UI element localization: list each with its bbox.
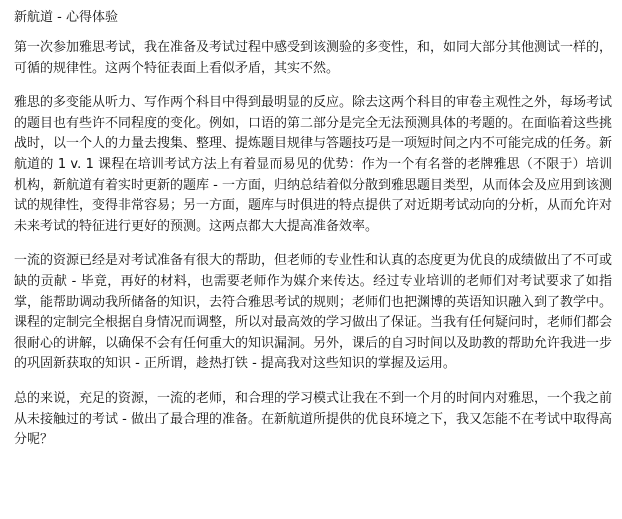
paragraph-intro: 第一次参加雅思考试，我在准备及考试过程中感受到该测验的多变性，和，如同大部分其他测试一样的，可循的规律性。这两个特征表面上看似矛盾，其实不然。 xyxy=(14,40,613,76)
document-title: 新航道 - 心得体验 xyxy=(14,10,118,25)
paragraph-teachers: 一流的资源已经是对考试准备有很大的帮助，但老师的专业性和认真的态度更为优良的成绩做出了不可或缺的贡献 - 毕竟，再好的材料，也需要老师作为媒介来传达。经过专业培训的老师们对考试要求了如指掌，能帮助调动我所储备的知识，去符合雅思考试的规则；老师们也把渊博的英语知识融入到了教学中。课程的定制完全根据自身情况而调整，所以对最高效的学习做出了保证。当我有任何疑问时，老师们都会很耐心的讲解，以确保不会有任何重大的知识漏洞。另外，课后的自习时间以及助教的帮助允许我进一步的巩固新获取的知识 - 正所谓，趁热打铁 - 提高我对这些知识的掌握及运用。 xyxy=(14,253,613,372)
paragraph-conclusion: 总的来说，充足的资源，一流的老师，和合理的学习模式让我在不到一个月的时间内对雅思，一个我之前从未接触过的考试 - 做出了最合理的准备。在新航道所提供的优良环境之下，我又怎能不在考试中取得高分呢？ xyxy=(14,390,613,448)
paragraph-variability: 雅思的多变能从听力、写作两个科目中得到最明显的反应。除去这两个科目的审卷主观性之外，每场考试的题目也有些许不同程度的变化。例如，口语的第二部分是完全无法预测具体的考题的。在面临着这些挑战时，以一个人的力量去搜集、整理、提炼题目规律与答题技巧是一项短时间之内不可能完成的任务。新航道的 1 v. 1 课程在培训考试方法上有着显而易见的优势：作为一个有名誉的老牌雅思（不限于）培训机构，新航道有着实时更新的题库 - 一方面，归纳总结着似分散到雅思题目类型，从而体会及应用到该测试的规律性，变得非常容易；另一方面，题库与时俱进的特点提供了对近期考试动向的分析，从而允许对未来考试的特征进行更好的预测。这两点都大大提高准备效率。 xyxy=(14,95,613,234)
